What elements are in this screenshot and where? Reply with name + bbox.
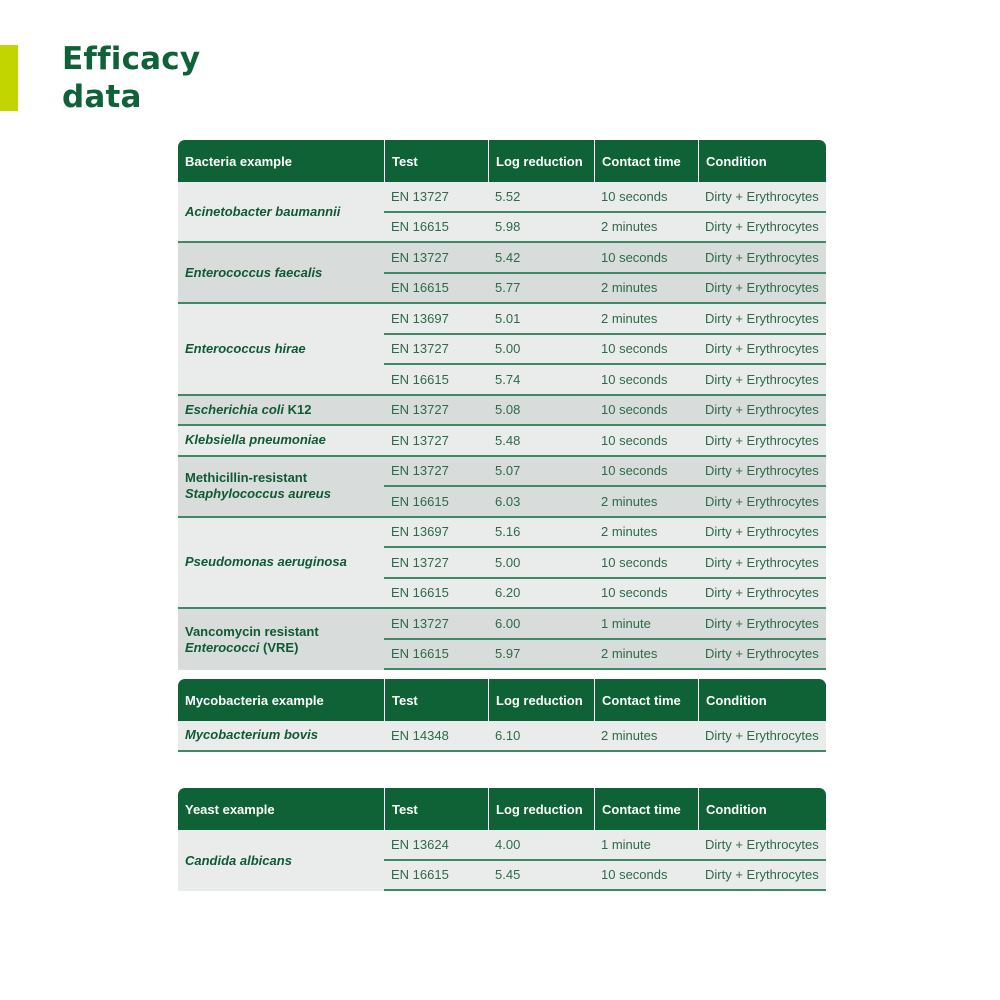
- species-prefix: Vancomycin resistant: [185, 623, 319, 639]
- column-header-condition: Condition: [698, 788, 826, 830]
- contact-time-cell: 10 seconds: [594, 577, 698, 608]
- accent-bar: [0, 45, 18, 111]
- contact-time-cell: 1 minute: [594, 830, 698, 859]
- test-cell: EN 13727: [384, 333, 488, 364]
- table-row: [178, 424, 826, 455]
- log-reduction-cell: 5.08: [488, 394, 594, 425]
- test-cell: EN 16615: [384, 272, 488, 303]
- condition-cell: Dirty + Erythrocytes: [698, 211, 826, 242]
- column-header-contact-time: Contact time: [594, 788, 698, 830]
- condition-cell: Dirty + Erythrocytes: [698, 638, 826, 671]
- species-name: Enterococcus faecalis: [185, 264, 323, 280]
- species-name: Escherichia coli: [185, 401, 284, 417]
- log-reduction-cell: 6.03: [488, 485, 594, 516]
- test-cell: EN 13697: [384, 516, 488, 547]
- species-cell: [178, 241, 384, 302]
- log-reduction-cell: 5.48: [488, 424, 594, 455]
- test-cell: EN 13727: [384, 455, 488, 486]
- condition-cell: Dirty + Erythrocytes: [698, 455, 826, 486]
- column-header-species: Yeast example: [178, 788, 384, 830]
- log-reduction-cell: 5.42: [488, 241, 594, 272]
- condition-cell: Dirty + Erythrocytes: [698, 394, 826, 425]
- contact-time-cell: 2 minutes: [594, 638, 698, 671]
- species-suffix: (VRE): [259, 639, 299, 655]
- contact-time-cell: 2 minutes: [594, 211, 698, 242]
- condition-cell: Dirty + Erythrocytes: [698, 182, 826, 211]
- table-header-row: [178, 788, 826, 830]
- contact-time-cell: 10 seconds: [594, 546, 698, 577]
- species-cell: [178, 455, 384, 516]
- log-reduction-cell: 5.52: [488, 182, 594, 211]
- species-name: Klebsiella pneumoniae: [185, 432, 326, 448]
- table-row: [178, 182, 826, 211]
- test-cell: EN 13727: [384, 241, 488, 272]
- efficacy-table-mycobacteria: [178, 679, 826, 752]
- log-reduction-cell: 5.07: [488, 455, 594, 486]
- page-title-line1: Efficacy: [62, 41, 201, 77]
- species-name: Acinetobacter baumannii: [185, 203, 341, 219]
- log-reduction-cell: 5.16: [488, 516, 594, 547]
- contact-time-cell: 2 minutes: [594, 272, 698, 303]
- species-name: Mycobacterium bovis: [185, 727, 318, 743]
- table-row: [178, 830, 826, 859]
- page-title-line2: data: [62, 79, 142, 115]
- test-cell: EN 13727: [384, 424, 488, 455]
- contact-time-cell: 2 minutes: [594, 721, 698, 752]
- condition-cell: Dirty + Erythrocytes: [698, 241, 826, 272]
- condition-cell: Dirty + Erythrocytes: [698, 721, 826, 752]
- column-header-condition: Condition: [698, 140, 826, 182]
- column-header-species: Mycobacteria example: [178, 679, 384, 721]
- log-reduction-cell: 6.00: [488, 607, 594, 638]
- column-header-test: Test: [384, 788, 488, 830]
- condition-cell: Dirty + Erythrocytes: [698, 859, 826, 892]
- test-cell: EN 16615: [384, 638, 488, 671]
- test-cell: EN 16615: [384, 363, 488, 394]
- test-cell: EN 16615: [384, 485, 488, 516]
- log-reduction-cell: 5.77: [488, 272, 594, 303]
- contact-time-cell: 10 seconds: [594, 182, 698, 211]
- table-row: [178, 607, 826, 638]
- log-reduction-cell: 5.74: [488, 363, 594, 394]
- table-row: [178, 516, 826, 547]
- log-reduction-cell: 5.01: [488, 302, 594, 333]
- condition-cell: Dirty + Erythrocytes: [698, 607, 826, 638]
- species-cell: [178, 182, 384, 241]
- table-row: [178, 241, 826, 272]
- table-header-row: [178, 679, 826, 721]
- log-reduction-cell: 4.00: [488, 830, 594, 859]
- log-reduction-cell: 5.00: [488, 546, 594, 577]
- test-cell: EN 16615: [384, 577, 488, 608]
- table-row: [178, 721, 826, 752]
- table-row: [178, 455, 826, 486]
- species-cell: [178, 830, 384, 891]
- species-cell: [178, 394, 384, 425]
- species-cell: [178, 721, 384, 752]
- contact-time-cell: 10 seconds: [594, 859, 698, 892]
- species-cell: [178, 607, 384, 670]
- test-cell: EN 13727: [384, 182, 488, 211]
- species-name: Enterococci: [185, 639, 260, 655]
- efficacy-table-bacteria: [178, 140, 826, 670]
- condition-cell: Dirty + Erythrocytes: [698, 333, 826, 364]
- species-name: Pseudomonas aeruginosa: [185, 554, 347, 570]
- test-cell: EN 16615: [384, 859, 488, 892]
- log-reduction-cell: 6.20: [488, 577, 594, 608]
- test-cell: EN 16615: [384, 211, 488, 242]
- contact-time-cell: 10 seconds: [594, 333, 698, 364]
- test-cell: EN 14348: [384, 721, 488, 752]
- column-header-species: Bacteria example: [178, 140, 384, 182]
- contact-time-cell: 2 minutes: [594, 516, 698, 547]
- test-cell: EN 13727: [384, 394, 488, 425]
- log-reduction-cell: 6.10: [488, 721, 594, 752]
- condition-cell: Dirty + Erythrocytes: [698, 546, 826, 577]
- column-header-contact-time: Contact time: [594, 140, 698, 182]
- condition-cell: Dirty + Erythrocytes: [698, 516, 826, 547]
- test-cell: EN 13727: [384, 546, 488, 577]
- condition-cell: Dirty + Erythrocytes: [698, 485, 826, 516]
- log-reduction-cell: 5.00: [488, 333, 594, 364]
- species-prefix: Methicillin-resistant: [185, 470, 308, 485]
- condition-cell: Dirty + Erythrocytes: [698, 363, 826, 394]
- test-cell: EN 13727: [384, 607, 488, 638]
- species-cell: [178, 424, 384, 455]
- species-name: Candida albicans: [185, 852, 292, 868]
- efficacy-table-yeast: [178, 788, 826, 891]
- species-name: Staphylococcus aureus: [185, 486, 331, 501]
- log-reduction-cell: 5.45: [488, 859, 594, 892]
- page-title: [62, 40, 200, 116]
- log-reduction-cell: 5.98: [488, 211, 594, 242]
- column-header-log-reduction: Log reduction: [488, 679, 594, 721]
- table-row: [178, 394, 826, 425]
- column-header-log-reduction: Log reduction: [488, 788, 594, 830]
- column-header-log-reduction: Log reduction: [488, 140, 594, 182]
- species-suffix: K12: [284, 401, 312, 417]
- test-cell: EN 13624: [384, 830, 488, 859]
- condition-cell: Dirty + Erythrocytes: [698, 272, 826, 303]
- column-header-contact-time: Contact time: [594, 679, 698, 721]
- condition-cell: Dirty + Erythrocytes: [698, 424, 826, 455]
- column-header-test: Test: [384, 679, 488, 721]
- contact-time-cell: 1 minute: [594, 607, 698, 638]
- contact-time-cell: 10 seconds: [594, 455, 698, 486]
- column-header-test: Test: [384, 140, 488, 182]
- contact-time-cell: 2 minutes: [594, 485, 698, 516]
- condition-cell: Dirty + Erythrocytes: [698, 577, 826, 608]
- condition-cell: Dirty + Erythrocytes: [698, 302, 826, 333]
- contact-time-cell: 2 minutes: [594, 302, 698, 333]
- species-name: Enterococcus hirae: [185, 340, 306, 356]
- species-cell: [178, 516, 384, 608]
- contact-time-cell: 10 seconds: [594, 394, 698, 425]
- column-header-condition: Condition: [698, 679, 826, 721]
- contact-time-cell: 10 seconds: [594, 363, 698, 394]
- contact-time-cell: 10 seconds: [594, 241, 698, 272]
- table-header-row: [178, 140, 826, 182]
- table-row: [178, 302, 826, 333]
- test-cell: EN 13697: [384, 302, 488, 333]
- species-cell: [178, 302, 384, 394]
- contact-time-cell: 10 seconds: [594, 424, 698, 455]
- log-reduction-cell: 5.97: [488, 638, 594, 671]
- condition-cell: Dirty + Erythrocytes: [698, 830, 826, 859]
